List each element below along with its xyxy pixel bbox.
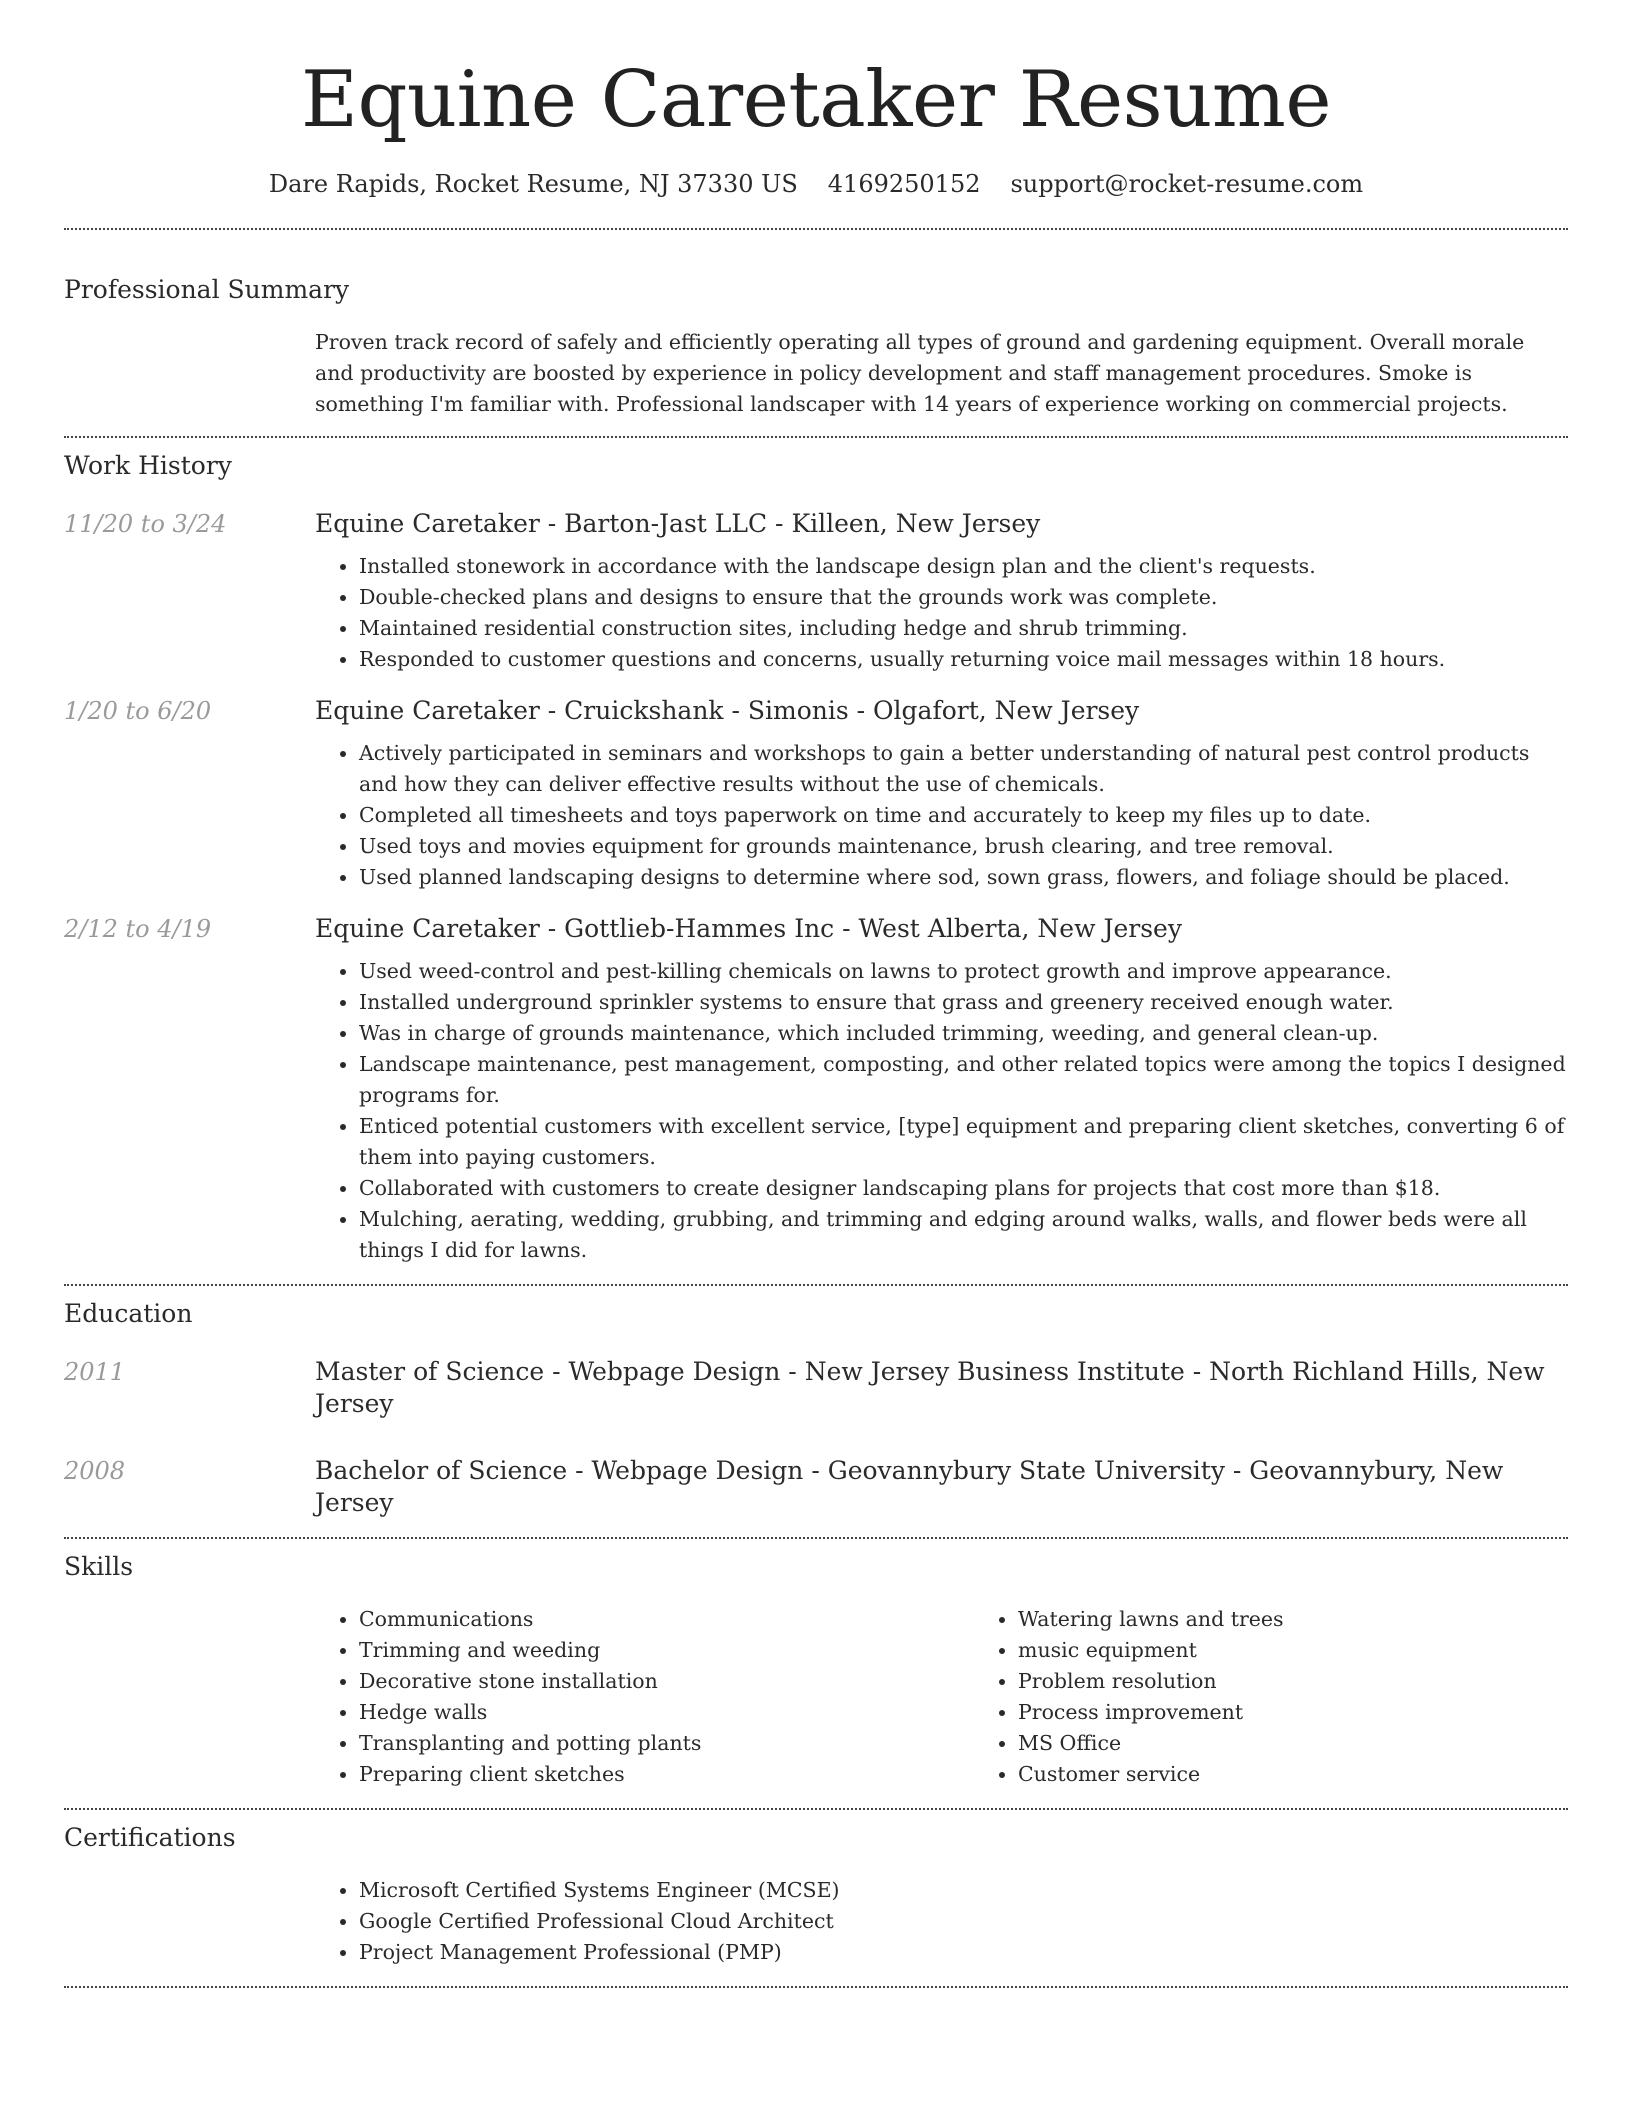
list-item: • Used toys and movies equipment for grounds maintenance, brush clearing, and tree removal. bbox=[359, 831, 1568, 862]
job-bullets bbox=[315, 551, 1568, 675]
work-history-heading: Work History bbox=[64, 451, 232, 480]
list-item: • Completed all timesheets and toys paperwork on time and accurately to keep my files up to date. bbox=[359, 800, 1568, 831]
list-item: • Microsoft Certified Systems Engineer (MCSE) bbox=[359, 1875, 1568, 1906]
list-item: • Enticed potential customers with excellent service, [type] equipment and preparing client sketches, converting 6 of them into paying customers. bbox=[359, 1111, 1568, 1173]
education-degree: Master of Science - Webpage Design - New Jersey Business Institute - North Richland Hills, New Jersey bbox=[315, 1357, 1545, 1418]
job-dates: 1/20 to 6/20 bbox=[64, 697, 212, 725]
education-heading: Education bbox=[64, 1299, 193, 1328]
contact-phone: 4169250152 bbox=[827, 170, 981, 198]
contact-email[interactable]: support@rocket-resume.com bbox=[1010, 170, 1364, 198]
list-item: • Used planned landscaping designs to determine where sod, sown grass, flowers, and foliage should be placed. bbox=[359, 862, 1568, 893]
job-dates: 11/20 to 3/24 bbox=[64, 510, 227, 538]
job-entry bbox=[64, 695, 1568, 893]
summary-text: Proven track record of safely and efficiently operating all types of ground and gardening equipment. Overall morale and productivity are boosted by experience in policy development and staff management procedures. Smoke is something I'm familiar with. Professional landscaper with 14 years of experience working on commercial projects. bbox=[315, 330, 1525, 416]
education-year: 2008 bbox=[64, 1457, 126, 1485]
skills-heading: Skills bbox=[64, 1552, 134, 1581]
job-title: Equine Caretaker - Gottlieb-Hammes Inc - West Alberta, New Jersey bbox=[315, 914, 1182, 943]
list-item: • Problem resolution bbox=[1018, 1666, 1632, 1697]
certifications-list bbox=[315, 1875, 1568, 1968]
skills-column bbox=[974, 1604, 1632, 1790]
skills-list bbox=[315, 1604, 1632, 1790]
list-item: • Decorative stone installation bbox=[359, 1666, 974, 1697]
divider bbox=[64, 436, 1568, 438]
job-entry bbox=[64, 913, 1568, 1266]
list-item: • Google Certified Professional Cloud Architect bbox=[359, 1906, 1568, 1937]
job-dates: 2/12 to 4/19 bbox=[64, 915, 212, 943]
divider bbox=[64, 1808, 1568, 1810]
list-item: • Preparing client sketches bbox=[359, 1759, 974, 1790]
list-item: • Project Management Professional (PMP) bbox=[359, 1937, 1568, 1968]
certifications-heading: Certifications bbox=[64, 1823, 236, 1852]
list-item: • Used weed-control and pest-killing chemicals on lawns to protect growth and improve appearance. bbox=[359, 956, 1568, 987]
divider bbox=[64, 228, 1568, 230]
list-item: • Maintained residential construction sites, including hedge and shrub trimming. bbox=[359, 613, 1568, 644]
skills-column bbox=[315, 1604, 974, 1790]
resume-title: Equine Caretaker Resume bbox=[301, 55, 1331, 145]
list-item: • MS Office bbox=[1018, 1728, 1632, 1759]
education-entry bbox=[64, 1356, 1568, 1420]
job-bullets bbox=[315, 956, 1568, 1266]
list-item: • Double-checked plans and designs to ensure that the grounds work was complete. bbox=[359, 582, 1568, 613]
list-item: • Collaborated with customers to create designer landscaping plans for projects that cost more than $18. bbox=[359, 1173, 1568, 1204]
divider bbox=[64, 1284, 1568, 1286]
job-title: Equine Caretaker - Cruickshank - Simonis - Olgafort, New Jersey bbox=[315, 696, 1140, 725]
list-item: • Process improvement bbox=[1018, 1697, 1632, 1728]
job-title: Equine Caretaker - Barton-Jast LLC - Killeen, New Jersey bbox=[315, 509, 1041, 538]
list-item: • Actively participated in seminars and workshops to gain a better understanding of natural pest control products and how they can deliver effective results without the use of chemicals. bbox=[359, 738, 1568, 800]
job-entry bbox=[64, 508, 1568, 675]
list-item: • Was in charge of grounds maintenance, which included trimming, weeding, and general clean-up. bbox=[359, 1018, 1568, 1049]
list-item: • Customer service bbox=[1018, 1759, 1632, 1790]
divider bbox=[64, 1986, 1568, 1988]
list-item: • Communications bbox=[359, 1604, 974, 1635]
divider bbox=[64, 1537, 1568, 1539]
list-item: • Trimming and weeding bbox=[359, 1635, 974, 1666]
list-item: • Installed stonework in accordance with the landscape design plan and the client's requests. bbox=[359, 551, 1568, 582]
list-item: • Mulching, aerating, wedding, grubbing, and trimming and edging around walks, walls, and flower beds were all things I did for lawns. bbox=[359, 1204, 1568, 1266]
list-item: • Watering lawns and trees bbox=[1018, 1604, 1632, 1635]
list-item: • Installed underground sprinkler systems to ensure that grass and greenery received enough water. bbox=[359, 987, 1568, 1018]
education-year: 2011 bbox=[64, 1358, 126, 1386]
list-item: • music equipment bbox=[1018, 1635, 1632, 1666]
education-degree: Bachelor of Science - Webpage Design - Geovannybury State University - Geovannybury, New Jersey bbox=[315, 1456, 1504, 1517]
list-item: • Landscape maintenance, pest management, composting, and other related topics were among the topics I designed programs for. bbox=[359, 1049, 1568, 1111]
summary-heading: Professional Summary bbox=[64, 275, 350, 304]
contact-line bbox=[64, 168, 1568, 200]
education-entry bbox=[64, 1455, 1568, 1519]
job-bullets bbox=[315, 738, 1568, 893]
list-item: • Transplanting and potting plants bbox=[359, 1728, 974, 1759]
list-item: • Hedge walls bbox=[359, 1697, 974, 1728]
contact-address: Dare Rapids, Rocket Resume, NJ 37330 US bbox=[268, 170, 798, 198]
list-item: • Responded to customer questions and concerns, usually returning voice mail messages within 18 hours. bbox=[359, 644, 1568, 675]
